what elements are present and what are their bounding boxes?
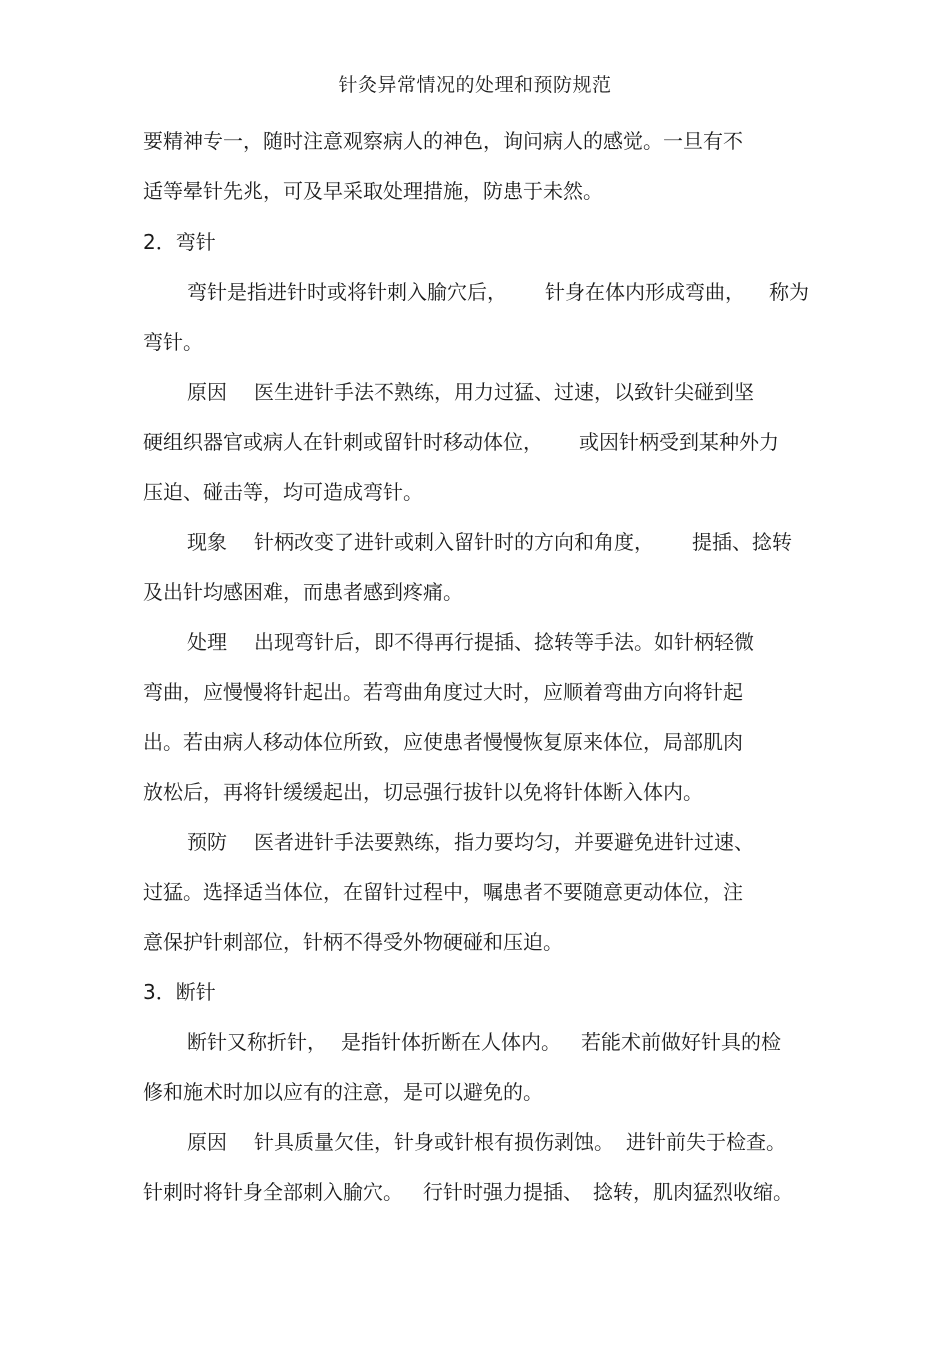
text-line: 过猛。选择适当体位，在留针过程中，嘱患者不要随意更动体位，注 (143, 880, 743, 904)
text-segment: 针柄改变了进针或刺入留针时的方向和角度， (254, 530, 654, 554)
text-line: 修和施术时加以应有的注意，是可以避免的。 (143, 1080, 543, 1104)
text-segment: 医者进针手法要熟练，指力要均匀，并要避免进针过速、 (254, 830, 754, 854)
paragraph-label: 原因 (187, 1130, 227, 1154)
paragraph-label: 预防 (187, 830, 227, 854)
text-segment: 硬组织器官或病人在针刺或留针时移动体位， (143, 430, 543, 454)
text-line: 适等晕针先兆，可及早采取处理措施，防患于未然。 (143, 179, 603, 203)
paragraph-label: 处理 (187, 630, 227, 654)
text-segment: 医生进针手法不熟练，用力过猛、过速，以致针尖碰到坚 (254, 380, 754, 404)
text-segment: 行针时强力提插、 (423, 1180, 583, 1204)
text-segment: 提插、捻转 (692, 530, 792, 554)
page-title: 针灸异常情况的处理和预防规范 (338, 74, 612, 96)
text-segment: 弯针是指进针时或将针刺入腧穴后， (187, 280, 507, 304)
text-line (143, 428, 779, 456)
text-segment: 捻转，肌肉猛烈收缩。 (593, 1180, 793, 1204)
text-segment: 进针前失于检查。 (626, 1130, 786, 1154)
text-line (187, 1128, 786, 1156)
text-line (143, 1178, 793, 1206)
text-segment: 针身在体内形成弯曲， (545, 280, 745, 304)
paragraph-label: 现象 (187, 530, 227, 554)
text-line (187, 528, 792, 556)
text-segment: 针具质量欠佳，针身或针根有损伤剥蚀。 (254, 1130, 614, 1154)
text-segment: 针刺时将针身全部刺入腧穴。 (143, 1180, 403, 1204)
section-heading: 3．断针 (143, 980, 216, 1004)
section-heading: 2．弯针 (143, 230, 216, 254)
text-line (187, 828, 754, 856)
text-segment: 若能术前做好针具的检 (581, 1030, 781, 1054)
text-line (187, 378, 754, 406)
text-line: 要精神专一，随时注意观察病人的神色，询问病人的感觉。一旦有不 (143, 129, 743, 153)
text-line: 出。若由病人移动体位所致，应使患者慢慢恢复原来体位，局部肌肉 (143, 730, 743, 754)
text-line: 意保护针刺部位，针柄不得受外物硬碰和压迫。 (143, 930, 563, 954)
paragraph-label: 原因 (187, 380, 227, 404)
text-segment: 或因针柄受到某种外力 (579, 430, 779, 454)
text-segment: 断针又称折针， (187, 1030, 327, 1054)
text-line: 弯曲，应慢慢将针起出。若弯曲角度过大时，应顺着弯曲方向将针起 (143, 680, 743, 704)
text-line (187, 1028, 781, 1056)
text-segment: 是指针体折断在人体内。 (341, 1030, 561, 1054)
text-segment: 称为 (769, 280, 809, 304)
text-line (187, 278, 809, 306)
text-line: 放松后，再将针缓缓起出，切忌强行拔针以免将针体断入体内。 (143, 780, 703, 804)
text-line: 弯针。 (143, 330, 203, 354)
text-segment: 出现弯针后，即不得再行提插、捻转等手法。如针柄轻微 (254, 630, 754, 654)
text-line: 压迫、碰击等，均可造成弯针。 (143, 480, 423, 504)
text-line: 及出针均感困难，而患者感到疼痛。 (143, 580, 463, 604)
text-line (187, 628, 754, 656)
